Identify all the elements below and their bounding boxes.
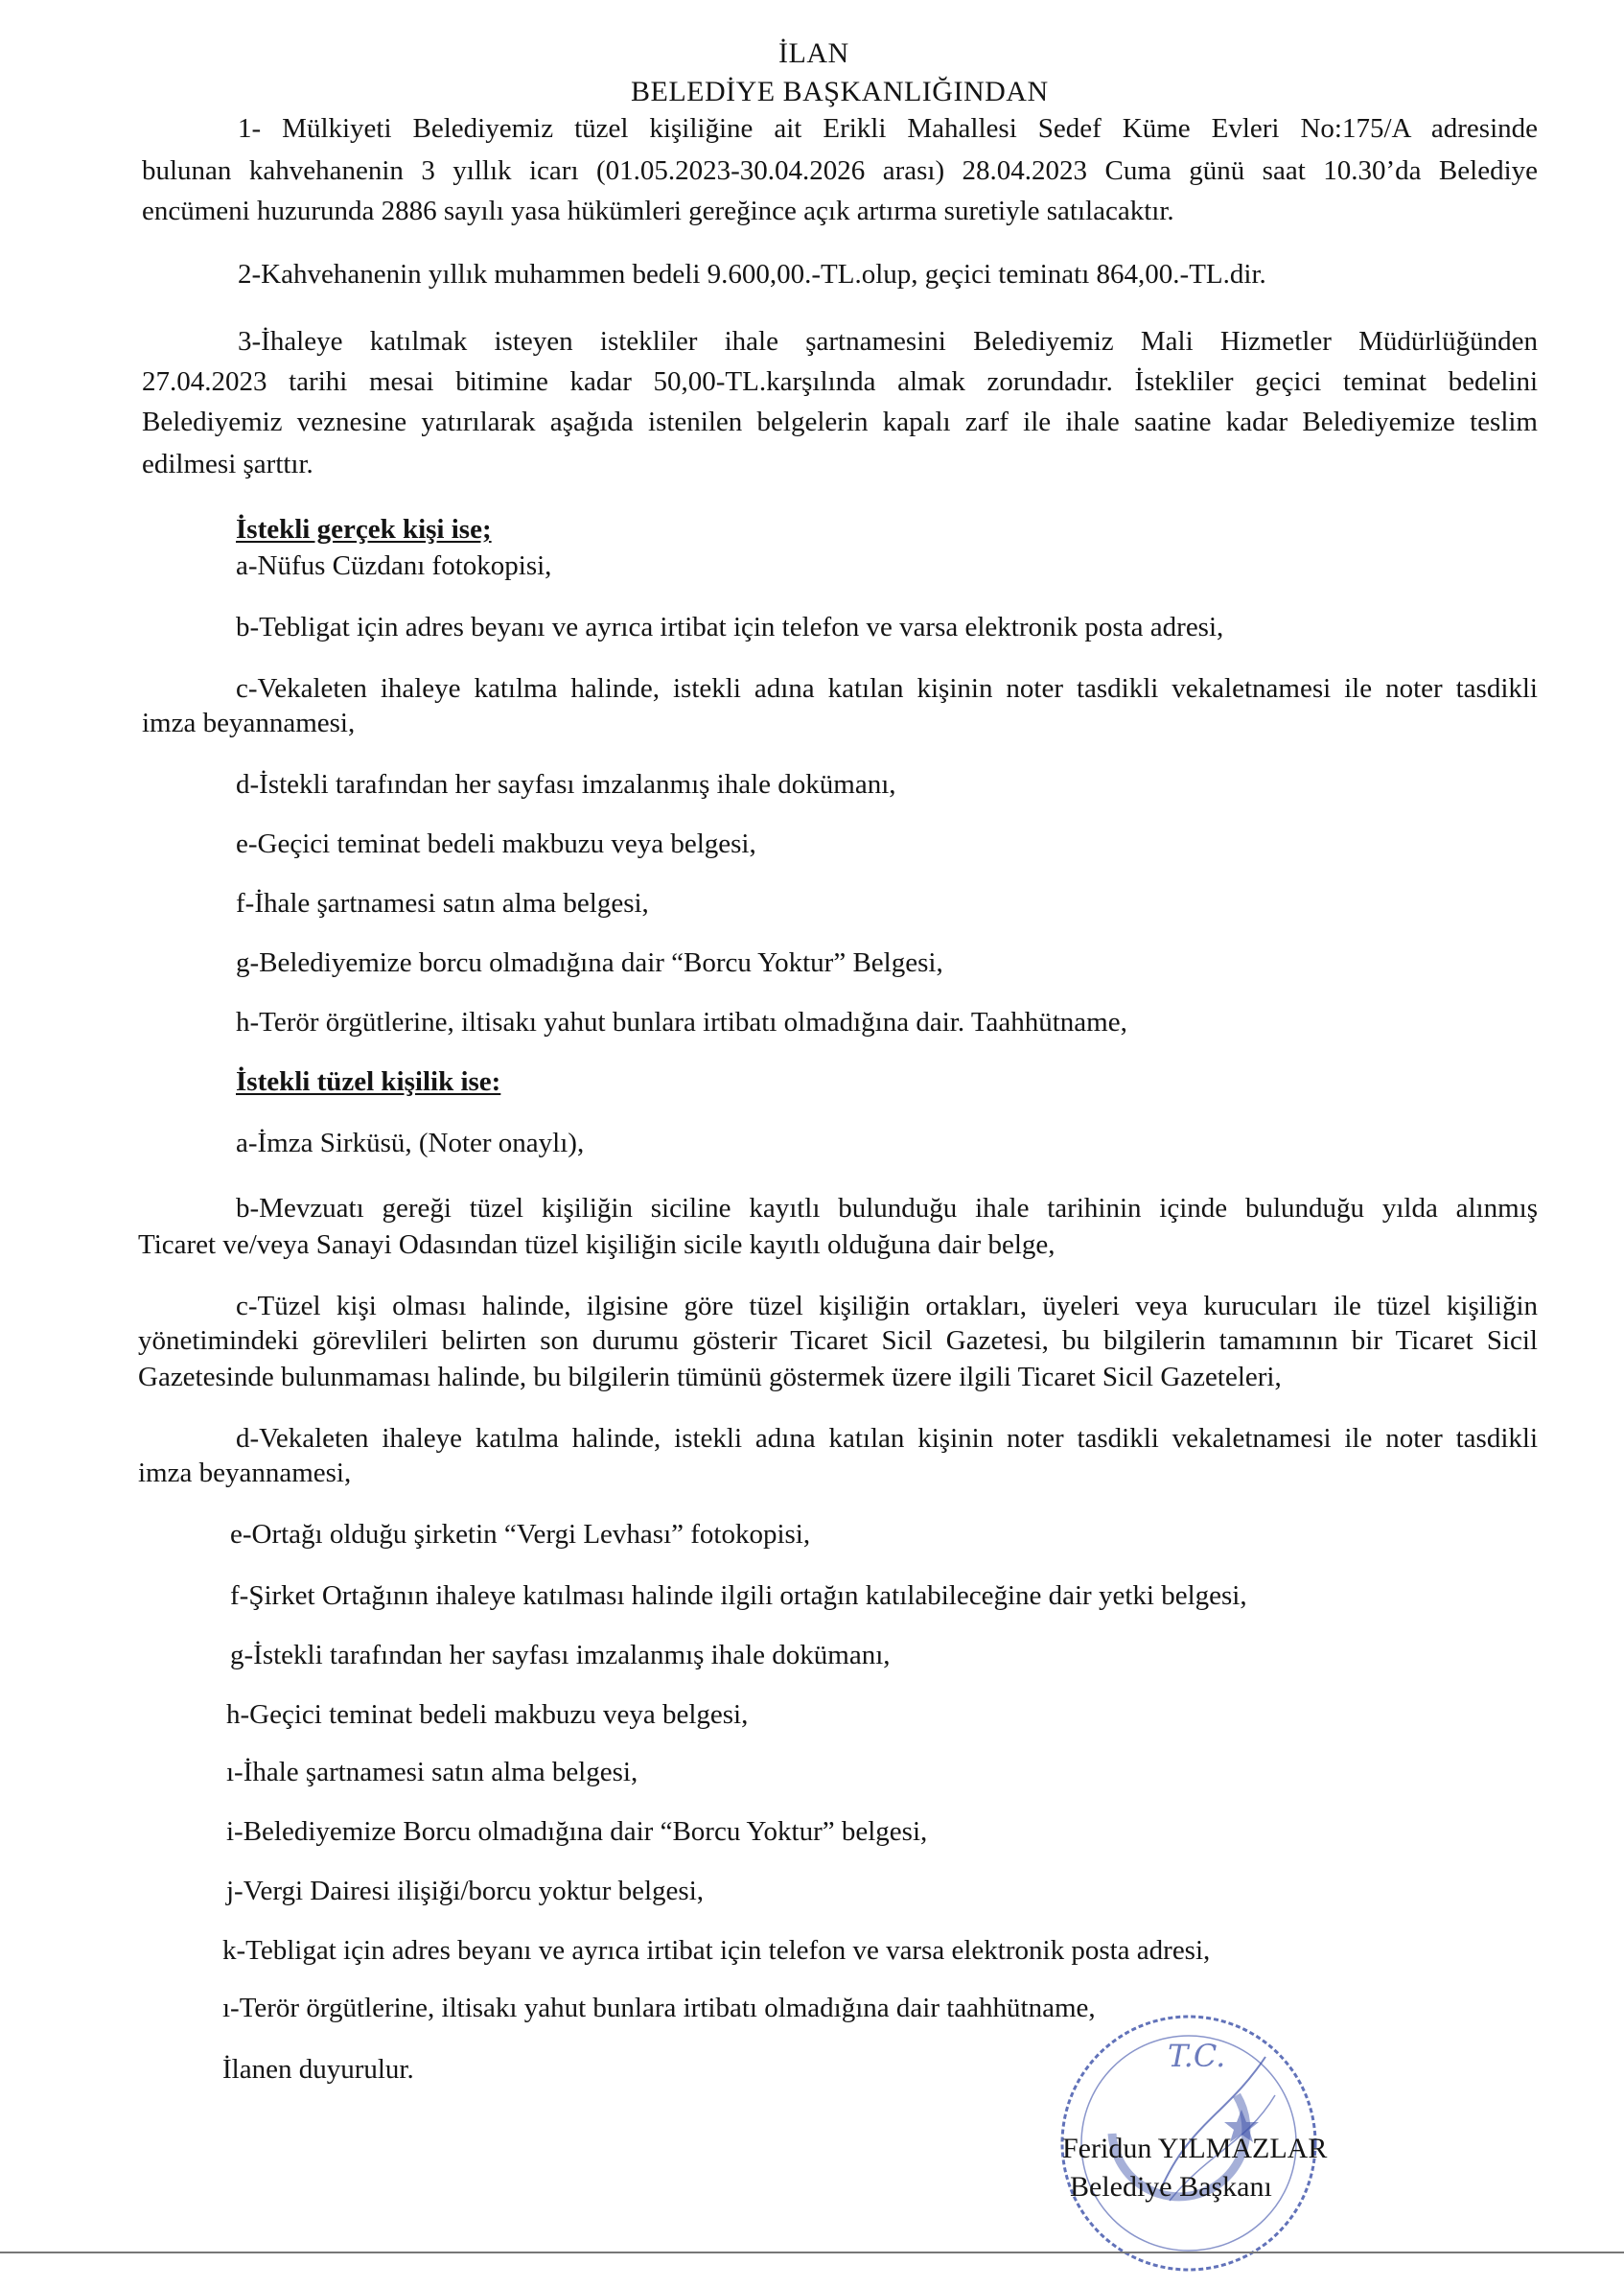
- legal-item-j: j-Vergi Dairesi ilişiği/borcu yoktur belgesi,: [226, 1876, 705, 1906]
- paragraph-1-line-3: encümeni huzurunda 2886 sayılı yasa hükümleri gereğince açık artırma suretiyle satılacaktır.: [142, 196, 1174, 226]
- real-item-a: a-Nüfus Cüzdanı fotokopisi,: [236, 550, 552, 581]
- legal-item-d-line-1: d-Vekaleten ihaleye katılma halinde, istekli adına katılan kişinin noter tasdikli vekaletnamesi ile noter tasdikli: [236, 1423, 1538, 1454]
- paragraph-3-line-1: 3-İhaleye katılmak isteyen istekliler ihale şartnamesini Belediyemiz Mali Hizmetler Müdürlüğünden: [238, 326, 1538, 357]
- paragraph-1-line-2: bulunan kahvehanenin 3 yıllık icarı (01.05.2023-30.04.2026 arası) 28.04.2023 Cuma günü saat 10.30’da Belediye: [142, 155, 1538, 186]
- seal-text: T.C.: [1168, 2038, 1226, 2074]
- legal-item-k: k-Tebligat için adres beyanı ve ayrıca irtibat için telefon ve varsa elektronik posta adresi,: [222, 1935, 1211, 1966]
- section-real-person-heading: İstekli gerçek kişi ise;: [236, 514, 492, 545]
- legal-item-b-line-2: Ticaret ve/veya Sanayi Odasından tüzel kişiliğin sicile kayıtlı olduğuna dair belge,: [138, 1229, 1056, 1260]
- legal-item-i-dotless: ı-İhale şartnamesi satın alma belgesi,: [226, 1757, 638, 1787]
- paragraph-3-line-4: edilmesi şarttır.: [142, 449, 313, 479]
- paragraph-3-line-2: 27.04.2023 tarihi mesai bitimine kadar 50,00-TL.karşılında almak zorundadır. İstekliler geçici teminat bedelini: [142, 366, 1538, 397]
- legal-item-d-line-2: imza beyannamesi,: [138, 1458, 352, 1488]
- real-item-g: g-Belediyemize borcu olmadığına dair “Borcu Yoktur” Belgesi,: [236, 947, 943, 978]
- real-item-c-line-1: c-Vekaleten ihaleye katılma halinde, istekli adına katılan kişinin noter tasdikli vekaletnamesi ile noter tasdikli: [236, 673, 1538, 704]
- paragraph-3-line-3: Belediyemiz veznesine yatırılarak aşağıda istenilen belgelerin kapalı zarf ile ihale saatine kadar Belediyemize teslim: [142, 407, 1538, 437]
- document-title: İLAN: [778, 37, 849, 69]
- real-item-c-line-2: imza beyannamesi,: [142, 708, 356, 738]
- real-item-b: b-Tebligat için adres beyanı ve ayrıca irtibat için telefon ve varsa elektronik posta adresi,: [236, 612, 1224, 642]
- signatory-title: Belediye Başkanı: [1070, 2171, 1272, 2203]
- legal-item-a: a-İmza Sirküsü, (Noter onaylı),: [236, 1128, 585, 1158]
- legal-item-i: i-Belediyemize Borcu olmadığına dair “Borcu Yoktur” belgesi,: [226, 1816, 928, 1847]
- signatory-name: Feridun YILMAZLAR: [1062, 2133, 1328, 2164]
- real-item-h: h-Terör örgütlerine, iltisakı yahut bunlara irtibatı olmadığına dair. Taahhütname,: [236, 1007, 1127, 1038]
- legal-item-c-line-1: c-Tüzel kişi olması halinde, ilgisine göre tüzel kişiliğin ortakları, üyeleri veya kurucuları ile tüzel kişiliğin: [236, 1291, 1538, 1321]
- legal-item-c-line-3: Gazetesinde bulunmaması halinde, bu bilgilerin tümünü göstermek üzere ilgili Ticaret Sicil Gazeteleri,: [138, 1362, 1282, 1392]
- real-item-e: e-Geçici teminat bedeli makbuzu veya belgesi,: [236, 828, 756, 859]
- paragraph-1-line-1: 1- Mülkiyeti Belediyemiz tüzel kişiliğine ait Erikli Mahallesi Sedef Küme Evleri No:175/A adresinde: [238, 113, 1538, 144]
- legal-item-l: ı-Terör örgütlerine, iltisakı yahut bunlara irtibatı olmadığına dair taahhütname,: [222, 1993, 1096, 2023]
- legal-item-e: e-Ortağı olduğu şirketin “Vergi Levhası” fotokopisi,: [230, 1519, 811, 1550]
- document-subtitle: BELEDİYE BAŞKANLIĞINDAN: [631, 76, 1049, 107]
- real-item-d: d-İstekli tarafından her sayfası imzalanmış ihale dokümanı,: [236, 769, 896, 800]
- real-item-f: f-İhale şartnamesi satın alma belgesi,: [236, 888, 649, 919]
- scan-edge-line: [0, 2252, 1624, 2253]
- legal-item-h: h-Geçici teminat bedeli makbuzu veya belgesi,: [226, 1699, 749, 1730]
- legal-item-g: g-İstekli tarafından her sayfası imzalanmış ihale dokümanı,: [230, 1640, 891, 1670]
- section-legal-entity-heading: İstekli tüzel kişilik ise:: [236, 1066, 501, 1097]
- legal-item-c-line-2: yönetimindeki görevlileri belirten son durumu gösterir Ticaret Sicil Gazetesi, bu bilgilerin tamamının bir Ticaret Sicil: [138, 1325, 1538, 1356]
- paragraph-2: 2-Kahvehanenin yıllık muhammen bedeli 9.600,00.-TL.olup, geçici teminatı 864,00.-TL.dir.: [238, 259, 1266, 290]
- closing-text: İlanen duyurulur.: [222, 2054, 414, 2085]
- legal-item-f: f-Şirket Ortağının ihaleye katılması halinde ilgili ortağın katılabileceğine dair yetki belgesi,: [230, 1580, 1247, 1611]
- legal-item-b-line-1: b-Mevzuatı gereği tüzel kişiliğin siciline kayıtlı bulunduğu ihale tarihinin içinde bulunduğu yılda alınmış: [236, 1193, 1538, 1224]
